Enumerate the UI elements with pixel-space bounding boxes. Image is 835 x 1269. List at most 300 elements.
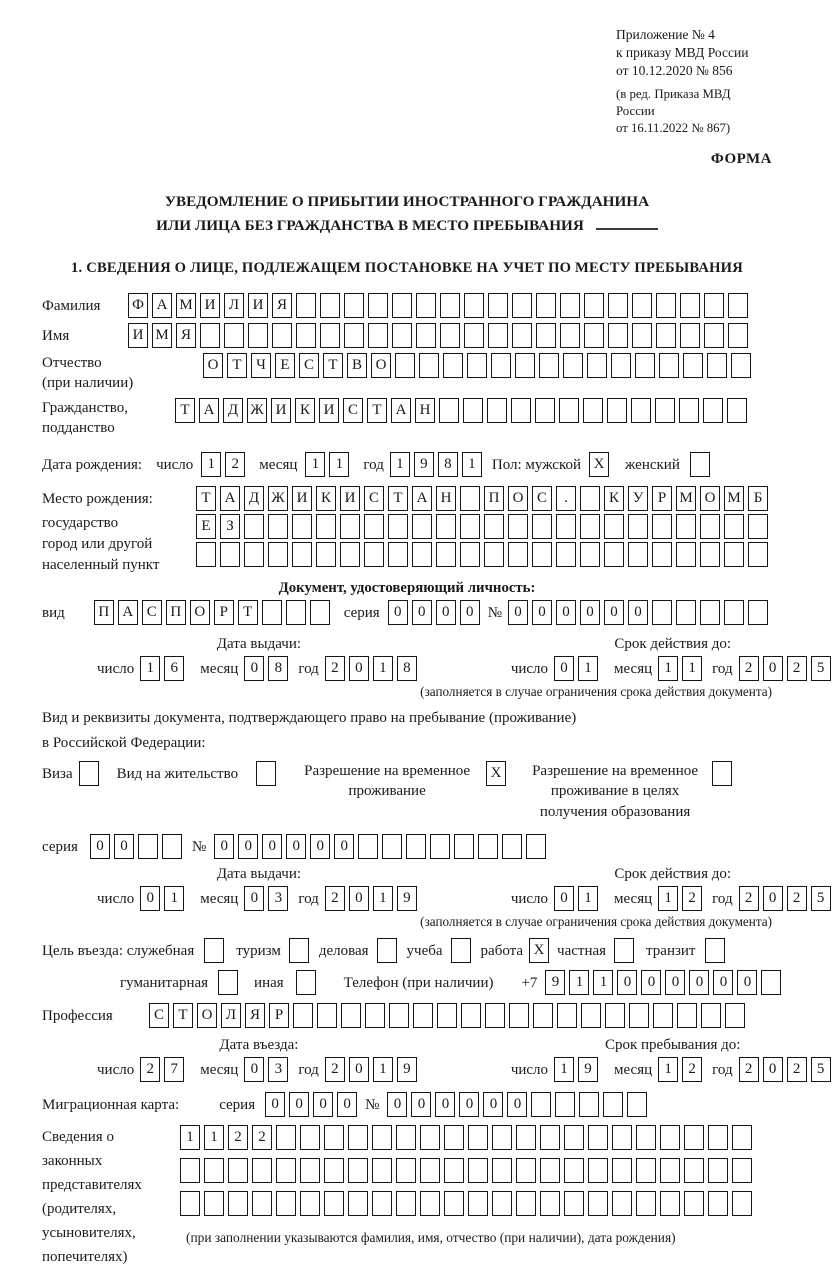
char-box[interactable]: С bbox=[343, 398, 363, 423]
char-box[interactable] bbox=[412, 542, 432, 567]
char-box[interactable]: 0 bbox=[412, 600, 432, 625]
char-box[interactable] bbox=[468, 1191, 488, 1216]
char-box[interactable] bbox=[389, 1003, 409, 1028]
char-box[interactable] bbox=[728, 323, 748, 348]
char-box[interactable]: 5 bbox=[811, 656, 831, 681]
patronymic-input[interactable] bbox=[203, 353, 755, 378]
doc-valid-year-input[interactable] bbox=[739, 656, 835, 681]
char-box[interactable] bbox=[268, 514, 288, 539]
char-box[interactable] bbox=[659, 353, 679, 378]
char-box[interactable] bbox=[556, 542, 576, 567]
char-box[interactable]: 0 bbox=[665, 970, 685, 995]
char-box[interactable] bbox=[604, 542, 624, 567]
char-box[interactable] bbox=[464, 323, 484, 348]
char-box[interactable]: 0 bbox=[763, 656, 783, 681]
char-box[interactable]: Н bbox=[436, 486, 456, 511]
char-box[interactable]: 1 bbox=[329, 452, 349, 477]
birth-place-input-line1[interactable] bbox=[196, 486, 772, 511]
mig-series-input[interactable] bbox=[265, 1092, 361, 1117]
char-box[interactable] bbox=[252, 1191, 272, 1216]
char-box[interactable]: 0 bbox=[554, 886, 574, 911]
char-box[interactable]: П bbox=[484, 486, 504, 511]
char-box[interactable] bbox=[420, 1125, 440, 1150]
char-box[interactable] bbox=[320, 323, 340, 348]
char-box[interactable]: Я bbox=[272, 293, 292, 318]
char-box[interactable] bbox=[727, 398, 747, 423]
char-box[interactable]: М bbox=[176, 293, 196, 318]
char-box[interactable] bbox=[358, 834, 378, 859]
char-box[interactable] bbox=[704, 293, 724, 318]
char-box[interactable] bbox=[344, 293, 364, 318]
char-box[interactable] bbox=[611, 353, 631, 378]
char-box[interactable] bbox=[286, 600, 306, 625]
char-box[interactable] bbox=[492, 1158, 512, 1183]
char-box[interactable]: И bbox=[200, 293, 220, 318]
char-box[interactable]: Р bbox=[214, 600, 234, 625]
char-box[interactable] bbox=[627, 1092, 647, 1117]
char-box[interactable]: Р bbox=[652, 486, 672, 511]
char-box[interactable] bbox=[406, 834, 426, 859]
sex-female-checkbox[interactable] bbox=[690, 452, 714, 477]
char-box[interactable]: 0 bbox=[388, 600, 408, 625]
stay-year-input[interactable] bbox=[739, 1057, 835, 1082]
char-box[interactable] bbox=[440, 293, 460, 318]
char-box[interactable] bbox=[485, 1003, 505, 1028]
char-box[interactable] bbox=[679, 398, 699, 423]
char-box[interactable] bbox=[700, 600, 720, 625]
char-box[interactable]: М bbox=[724, 486, 744, 511]
char-box[interactable] bbox=[587, 353, 607, 378]
res-series-input[interactable] bbox=[90, 834, 186, 859]
char-box[interactable] bbox=[344, 323, 364, 348]
char-box[interactable]: 0 bbox=[617, 970, 637, 995]
char-box[interactable] bbox=[300, 1125, 320, 1150]
char-box[interactable]: С bbox=[364, 486, 384, 511]
char-box[interactable] bbox=[536, 293, 556, 318]
char-box[interactable] bbox=[79, 761, 99, 786]
representatives-input-line3[interactable] bbox=[180, 1191, 756, 1216]
char-box[interactable] bbox=[180, 1158, 200, 1183]
char-box[interactable] bbox=[526, 834, 546, 859]
char-box[interactable] bbox=[419, 353, 439, 378]
char-box[interactable] bbox=[491, 353, 511, 378]
char-box[interactable] bbox=[708, 1125, 728, 1150]
char-box[interactable]: 8 bbox=[268, 656, 288, 681]
char-box[interactable] bbox=[608, 323, 628, 348]
mig-number-input[interactable] bbox=[387, 1092, 651, 1117]
char-box[interactable]: 0 bbox=[604, 600, 624, 625]
char-box[interactable] bbox=[317, 1003, 337, 1028]
char-box[interactable]: 2 bbox=[252, 1125, 272, 1150]
char-box[interactable] bbox=[396, 1158, 416, 1183]
char-box[interactable]: 0 bbox=[349, 656, 369, 681]
char-box[interactable]: 5 bbox=[811, 886, 831, 911]
temp-residence-checkbox[interactable] bbox=[486, 761, 510, 786]
char-box[interactable] bbox=[436, 514, 456, 539]
char-box[interactable]: 0 bbox=[508, 600, 528, 625]
char-box[interactable] bbox=[348, 1191, 368, 1216]
char-box[interactable]: . bbox=[556, 486, 576, 511]
char-box[interactable] bbox=[320, 293, 340, 318]
res-valid-day-input[interactable] bbox=[554, 886, 602, 911]
char-box[interactable] bbox=[683, 353, 703, 378]
char-box[interactable]: 0 bbox=[507, 1092, 527, 1117]
char-box[interactable] bbox=[444, 1125, 464, 1150]
char-box[interactable] bbox=[292, 514, 312, 539]
char-box[interactable]: А bbox=[220, 486, 240, 511]
char-box[interactable]: О bbox=[700, 486, 720, 511]
char-box[interactable]: 0 bbox=[313, 1092, 333, 1117]
char-box[interactable] bbox=[660, 1158, 680, 1183]
char-box[interactable]: К bbox=[295, 398, 315, 423]
char-box[interactable] bbox=[488, 323, 508, 348]
char-box[interactable]: Б bbox=[748, 486, 768, 511]
char-box[interactable] bbox=[204, 1191, 224, 1216]
char-box[interactable]: 2 bbox=[787, 1057, 807, 1082]
char-box[interactable]: 0 bbox=[262, 834, 282, 859]
char-box[interactable] bbox=[732, 1158, 752, 1183]
char-box[interactable]: Т bbox=[323, 353, 343, 378]
char-box[interactable]: А bbox=[152, 293, 172, 318]
char-box[interactable] bbox=[680, 293, 700, 318]
char-box[interactable]: Н bbox=[415, 398, 435, 423]
char-box[interactable]: 0 bbox=[334, 834, 354, 859]
char-box[interactable] bbox=[531, 1092, 551, 1117]
char-box[interactable]: 0 bbox=[140, 886, 160, 911]
char-box[interactable] bbox=[516, 1158, 536, 1183]
doc-issue-year-input[interactable] bbox=[325, 656, 421, 681]
char-box[interactable]: 0 bbox=[90, 834, 110, 859]
char-box[interactable]: 0 bbox=[460, 600, 480, 625]
char-box[interactable] bbox=[461, 1003, 481, 1028]
char-box[interactable] bbox=[555, 1092, 575, 1117]
doc-valid-month-input[interactable] bbox=[658, 656, 706, 681]
char-box[interactable] bbox=[704, 323, 724, 348]
char-box[interactable]: 2 bbox=[325, 1057, 345, 1082]
char-box[interactable]: 0 bbox=[737, 970, 757, 995]
char-box[interactable] bbox=[680, 323, 700, 348]
char-box[interactable] bbox=[700, 514, 720, 539]
char-box[interactable]: 1 bbox=[201, 452, 221, 477]
char-box[interactable]: В bbox=[347, 353, 367, 378]
char-box[interactable]: 1 bbox=[180, 1125, 200, 1150]
char-box[interactable]: Т bbox=[227, 353, 247, 378]
char-box[interactable] bbox=[724, 600, 744, 625]
char-box[interactable] bbox=[700, 542, 720, 567]
char-box[interactable] bbox=[631, 398, 651, 423]
char-box[interactable]: А bbox=[391, 398, 411, 423]
char-box[interactable]: 1 bbox=[140, 656, 160, 681]
char-box[interactable]: 0 bbox=[244, 886, 264, 911]
char-box[interactable] bbox=[560, 293, 580, 318]
char-box[interactable]: Т bbox=[367, 398, 387, 423]
char-box[interactable] bbox=[559, 398, 579, 423]
char-box[interactable]: 0 bbox=[580, 600, 600, 625]
representatives-input-line1[interactable] bbox=[180, 1125, 756, 1150]
char-box[interactable] bbox=[300, 1191, 320, 1216]
char-box[interactable] bbox=[244, 542, 264, 567]
char-box[interactable] bbox=[316, 514, 336, 539]
char-box[interactable] bbox=[138, 834, 158, 859]
char-box[interactable] bbox=[588, 1125, 608, 1150]
char-box[interactable]: 0 bbox=[349, 886, 369, 911]
entry-month-input[interactable] bbox=[244, 1057, 292, 1082]
char-box[interactable] bbox=[653, 1003, 673, 1028]
char-box[interactable] bbox=[324, 1125, 344, 1150]
char-box[interactable] bbox=[364, 514, 384, 539]
char-box[interactable]: X bbox=[486, 761, 506, 786]
char-box[interactable] bbox=[614, 938, 634, 963]
char-box[interactable] bbox=[460, 486, 480, 511]
char-box[interactable] bbox=[256, 761, 276, 786]
char-box[interactable] bbox=[540, 1158, 560, 1183]
phone-input[interactable] bbox=[545, 970, 785, 995]
char-box[interactable]: О bbox=[203, 353, 223, 378]
char-box[interactable]: 0 bbox=[244, 656, 264, 681]
purpose-humanitarian-checkbox[interactable] bbox=[218, 970, 242, 995]
char-box[interactable] bbox=[563, 353, 583, 378]
char-box[interactable] bbox=[487, 398, 507, 423]
char-box[interactable]: О bbox=[190, 600, 210, 625]
char-box[interactable] bbox=[293, 1003, 313, 1028]
char-box[interactable] bbox=[463, 398, 483, 423]
char-box[interactable]: Ф bbox=[128, 293, 148, 318]
char-box[interactable] bbox=[324, 1191, 344, 1216]
char-box[interactable] bbox=[725, 1003, 745, 1028]
char-box[interactable]: Л bbox=[224, 293, 244, 318]
char-box[interactable] bbox=[204, 1158, 224, 1183]
char-box[interactable] bbox=[464, 293, 484, 318]
char-box[interactable] bbox=[628, 514, 648, 539]
char-box[interactable]: 1 bbox=[373, 656, 393, 681]
char-box[interactable] bbox=[508, 514, 528, 539]
char-box[interactable] bbox=[607, 398, 627, 423]
char-box[interactable] bbox=[372, 1158, 392, 1183]
char-box[interactable]: 0 bbox=[387, 1092, 407, 1117]
char-box[interactable]: 1 bbox=[164, 886, 184, 911]
char-box[interactable]: Е bbox=[196, 514, 216, 539]
char-box[interactable] bbox=[228, 1191, 248, 1216]
char-box[interactable]: 7 bbox=[164, 1057, 184, 1082]
char-box[interactable] bbox=[604, 514, 624, 539]
char-box[interactable] bbox=[539, 353, 559, 378]
char-box[interactable]: 0 bbox=[244, 1057, 264, 1082]
char-box[interactable]: 0 bbox=[763, 1057, 783, 1082]
purpose-work-checkbox[interactable] bbox=[529, 938, 553, 963]
char-box[interactable]: X bbox=[529, 938, 549, 963]
doc-issue-month-input[interactable] bbox=[244, 656, 292, 681]
char-box[interactable] bbox=[705, 938, 725, 963]
surname-input[interactable] bbox=[128, 293, 752, 318]
char-box[interactable]: 1 bbox=[658, 1057, 678, 1082]
char-box[interactable] bbox=[468, 1158, 488, 1183]
char-box[interactable]: С bbox=[299, 353, 319, 378]
char-box[interactable] bbox=[460, 514, 480, 539]
residence-permit-checkbox[interactable] bbox=[256, 761, 280, 786]
char-box[interactable] bbox=[628, 542, 648, 567]
char-box[interactable] bbox=[467, 353, 487, 378]
char-box[interactable]: Д bbox=[244, 486, 264, 511]
entry-year-input[interactable] bbox=[325, 1057, 421, 1082]
char-box[interactable] bbox=[365, 1003, 385, 1028]
visa-checkbox[interactable] bbox=[79, 761, 103, 786]
char-box[interactable] bbox=[608, 293, 628, 318]
char-box[interactable] bbox=[656, 323, 676, 348]
char-box[interactable] bbox=[420, 1191, 440, 1216]
char-box[interactable]: 6 bbox=[164, 656, 184, 681]
char-box[interactable] bbox=[708, 1158, 728, 1183]
char-box[interactable] bbox=[396, 1191, 416, 1216]
char-box[interactable] bbox=[660, 1125, 680, 1150]
char-box[interactable] bbox=[430, 834, 450, 859]
char-box[interactable]: И bbox=[340, 486, 360, 511]
birth-place-input-line3[interactable] bbox=[196, 542, 772, 567]
char-box[interactable]: Т bbox=[196, 486, 216, 511]
birth-day-input[interactable] bbox=[201, 452, 249, 477]
char-box[interactable]: У bbox=[628, 486, 648, 511]
char-box[interactable] bbox=[439, 398, 459, 423]
char-box[interactable] bbox=[652, 600, 672, 625]
char-box[interactable]: Ч bbox=[251, 353, 271, 378]
char-box[interactable] bbox=[392, 323, 412, 348]
res-number-input[interactable] bbox=[214, 834, 550, 859]
char-box[interactable] bbox=[676, 542, 696, 567]
doc-issue-day-input[interactable] bbox=[140, 656, 188, 681]
char-box[interactable]: А bbox=[412, 486, 432, 511]
char-box[interactable] bbox=[712, 761, 732, 786]
doc-series-input[interactable] bbox=[388, 600, 484, 625]
char-box[interactable]: 0 bbox=[641, 970, 661, 995]
char-box[interactable] bbox=[364, 542, 384, 567]
char-box[interactable] bbox=[348, 1158, 368, 1183]
char-box[interactable] bbox=[724, 542, 744, 567]
char-box[interactable]: П bbox=[166, 600, 186, 625]
char-box[interactable] bbox=[440, 323, 460, 348]
char-box[interactable] bbox=[341, 1003, 361, 1028]
char-box[interactable]: О bbox=[197, 1003, 217, 1028]
char-box[interactable] bbox=[612, 1191, 632, 1216]
char-box[interactable]: З bbox=[220, 514, 240, 539]
char-box[interactable] bbox=[395, 353, 415, 378]
char-box[interactable] bbox=[340, 542, 360, 567]
char-box[interactable] bbox=[636, 1125, 656, 1150]
char-box[interactable]: С bbox=[532, 486, 552, 511]
char-box[interactable] bbox=[701, 1003, 721, 1028]
char-box[interactable]: Д bbox=[223, 398, 243, 423]
char-box[interactable]: 1 bbox=[373, 1057, 393, 1082]
char-box[interactable]: Т bbox=[388, 486, 408, 511]
purpose-other-checkbox[interactable] bbox=[296, 970, 320, 995]
char-box[interactable]: 1 bbox=[390, 452, 410, 477]
char-box[interactable]: 0 bbox=[689, 970, 709, 995]
char-box[interactable] bbox=[296, 293, 316, 318]
char-box[interactable]: 2 bbox=[682, 886, 702, 911]
char-box[interactable] bbox=[580, 542, 600, 567]
char-box[interactable] bbox=[632, 293, 652, 318]
char-box[interactable] bbox=[478, 834, 498, 859]
char-box[interactable]: 2 bbox=[225, 452, 245, 477]
char-box[interactable] bbox=[372, 1191, 392, 1216]
char-box[interactable] bbox=[276, 1191, 296, 1216]
char-box[interactable]: 1 bbox=[578, 886, 598, 911]
char-box[interactable] bbox=[511, 398, 531, 423]
char-box[interactable] bbox=[296, 323, 316, 348]
char-box[interactable] bbox=[512, 323, 532, 348]
char-box[interactable] bbox=[200, 323, 220, 348]
char-box[interactable]: 0 bbox=[435, 1092, 455, 1117]
char-box[interactable]: 2 bbox=[140, 1057, 160, 1082]
char-box[interactable] bbox=[676, 600, 696, 625]
char-box[interactable]: С bbox=[149, 1003, 169, 1028]
entry-day-input[interactable] bbox=[140, 1057, 188, 1082]
char-box[interactable] bbox=[443, 353, 463, 378]
char-box[interactable] bbox=[707, 353, 727, 378]
char-box[interactable]: И bbox=[319, 398, 339, 423]
res-valid-month-input[interactable] bbox=[658, 886, 706, 911]
char-box[interactable] bbox=[564, 1191, 584, 1216]
char-box[interactable] bbox=[652, 514, 672, 539]
char-box[interactable]: К bbox=[604, 486, 624, 511]
char-box[interactable] bbox=[632, 323, 652, 348]
char-box[interactable] bbox=[761, 970, 781, 995]
char-box[interactable] bbox=[502, 834, 522, 859]
char-box[interactable] bbox=[396, 1125, 416, 1150]
char-box[interactable] bbox=[484, 542, 504, 567]
char-box[interactable] bbox=[420, 1158, 440, 1183]
char-box[interactable]: 0 bbox=[436, 600, 456, 625]
char-box[interactable]: С bbox=[142, 600, 162, 625]
stay-month-input[interactable] bbox=[658, 1057, 706, 1082]
char-box[interactable] bbox=[656, 293, 676, 318]
char-box[interactable]: 0 bbox=[310, 834, 330, 859]
char-box[interactable]: 8 bbox=[397, 656, 417, 681]
res-issue-month-input[interactable] bbox=[244, 886, 292, 911]
char-box[interactable]: Е bbox=[275, 353, 295, 378]
char-box[interactable] bbox=[677, 1003, 697, 1028]
char-box[interactable]: X bbox=[589, 452, 609, 477]
char-box[interactable] bbox=[540, 1125, 560, 1150]
char-box[interactable] bbox=[635, 353, 655, 378]
char-box[interactable]: 1 bbox=[682, 656, 702, 681]
char-box[interactable] bbox=[748, 600, 768, 625]
char-box[interactable] bbox=[276, 1158, 296, 1183]
char-box[interactable]: 9 bbox=[397, 886, 417, 911]
char-box[interactable] bbox=[324, 1158, 344, 1183]
name-input[interactable] bbox=[128, 323, 752, 348]
char-box[interactable]: Т bbox=[238, 600, 258, 625]
char-box[interactable] bbox=[703, 398, 723, 423]
char-box[interactable]: О bbox=[508, 486, 528, 511]
char-box[interactable]: 1 bbox=[204, 1125, 224, 1150]
birth-month-input[interactable] bbox=[305, 452, 353, 477]
char-box[interactable]: 2 bbox=[325, 656, 345, 681]
char-box[interactable]: 1 bbox=[305, 452, 325, 477]
char-box[interactable]: И bbox=[292, 486, 312, 511]
res-issue-year-input[interactable] bbox=[325, 886, 421, 911]
char-box[interactable] bbox=[612, 1125, 632, 1150]
citizenship-input[interactable] bbox=[175, 398, 751, 423]
temp-residence-edu-checkbox[interactable] bbox=[712, 761, 736, 786]
char-box[interactable] bbox=[708, 1191, 728, 1216]
char-box[interactable] bbox=[460, 542, 480, 567]
purpose-private-checkbox[interactable] bbox=[614, 938, 638, 963]
char-box[interactable] bbox=[416, 293, 436, 318]
char-box[interactable] bbox=[660, 1191, 680, 1216]
char-box[interactable]: 9 bbox=[578, 1057, 598, 1082]
char-box[interactable]: Я bbox=[245, 1003, 265, 1028]
char-box[interactable]: Ж bbox=[247, 398, 267, 423]
char-box[interactable] bbox=[560, 323, 580, 348]
